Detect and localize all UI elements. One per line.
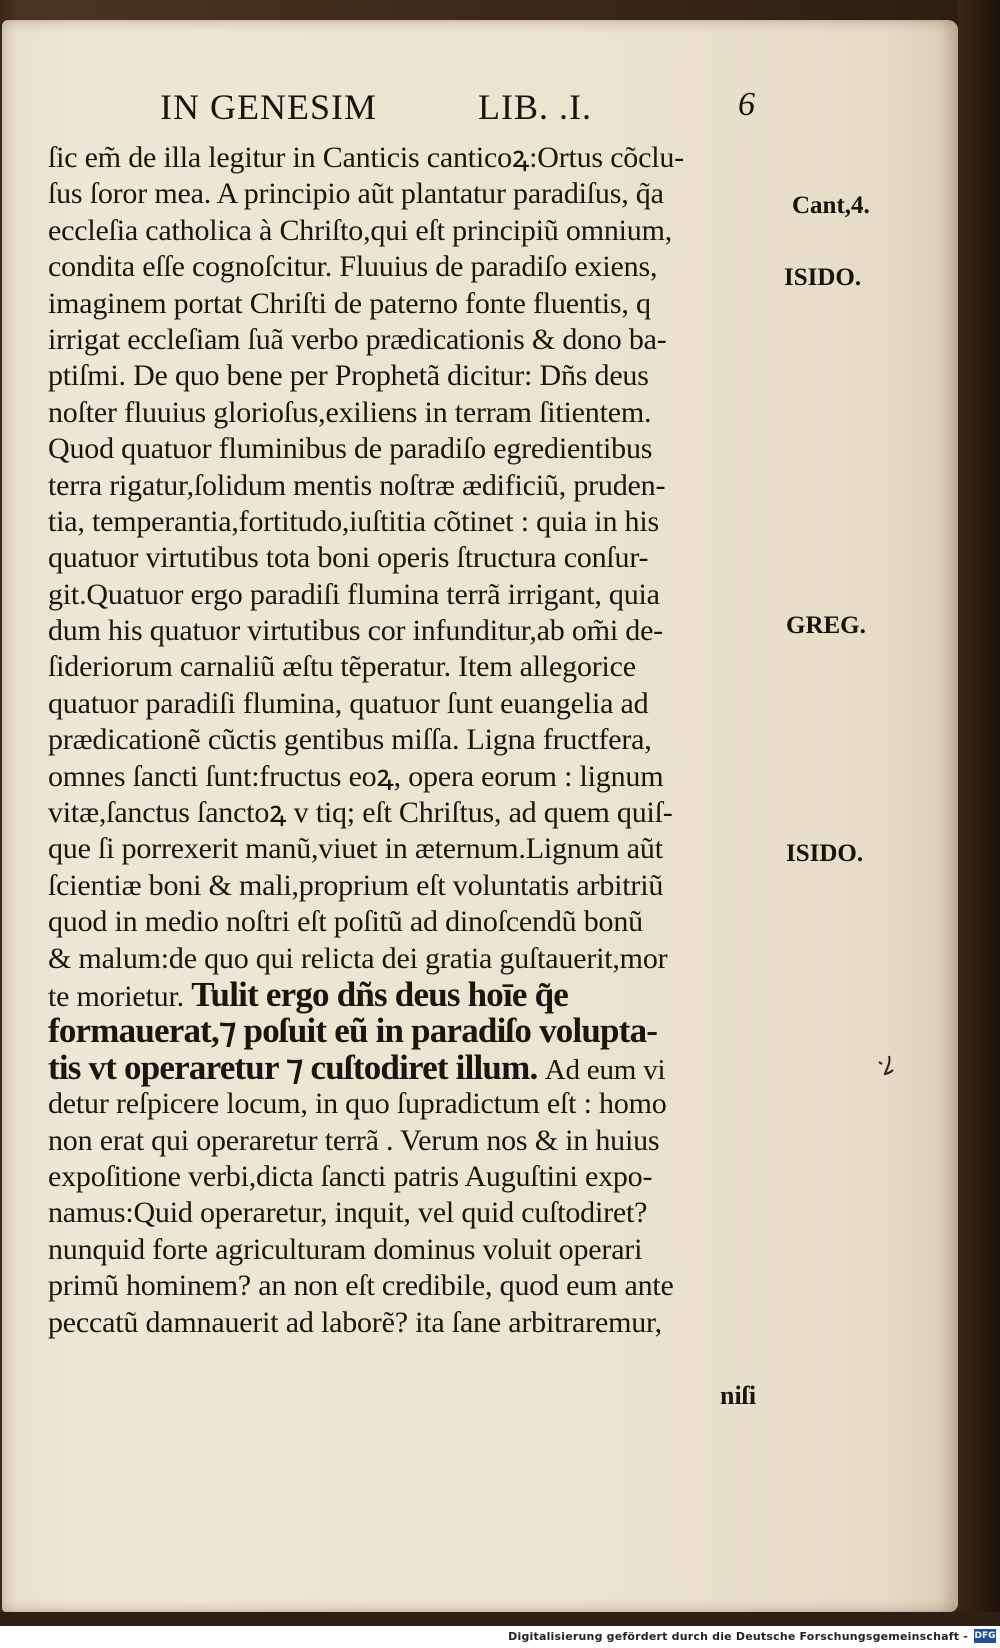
text-line: quatuor paradiſi flumina, quatuor ſunt euangelia ad bbox=[48, 686, 649, 720]
black-letter-text: Tulit ergo dñs deus hoīe q̃e bbox=[191, 974, 569, 1014]
text-line: ſic em̃ de illa legitur in Canticis canticoꝝ:Ortus cõclu- bbox=[48, 141, 684, 174]
text-line: primũ hominem? an non eſt credibile, quod eum ante bbox=[48, 1269, 674, 1303]
text-line: terra rigatur,ſolidum mentis noſtræ ædificiũ, pruden- bbox=[48, 468, 666, 502]
text-line bbox=[48, 974, 788, 1014]
text-line: quatuor virtutibus tota boni operis ſtructura conſur- bbox=[48, 541, 649, 575]
text-line: prædicationẽ cũctis gentibus miſſa. Ligna fructfera, bbox=[48, 723, 652, 757]
text-line: & malum:de quo qui relicta dei gratia guſtauerit,mor bbox=[48, 941, 668, 975]
text-line: imaginem portat Chriſti de paterno fonte fluentis, q bbox=[48, 286, 651, 320]
running-title: IN GENESIM bbox=[160, 87, 377, 127]
dfg-logo: DFG bbox=[974, 1631, 996, 1641]
page-header bbox=[160, 86, 780, 130]
text-line-tail: Ad eum vi bbox=[544, 1053, 666, 1086]
text-line: Quod quatuor fluminibus de paradiſo egredientibus bbox=[48, 432, 653, 466]
text-line: que ſi porrexerit manũ,viuet in æternum.Lignum aũt bbox=[48, 832, 663, 866]
text-line: vitæ,ſanctus ſanctoꝝ v tiq; eſt Chriſtus, ad quem quiſ- bbox=[48, 796, 673, 830]
black-letter-line: formauerat,⁊ poſuit eũ in paradiſo volupta- bbox=[48, 1011, 658, 1051]
margin-note-isido: ISIDO. bbox=[784, 264, 862, 291]
text-line: expoſitione verbi,dicta ſancti patris Auguſtini expo- bbox=[48, 1159, 653, 1193]
black-letter-text: tis vt operaretur ⁊ cuſtodiret illum. bbox=[48, 1047, 538, 1087]
book-label: LIB. .I. bbox=[478, 87, 592, 127]
page-number: 6 bbox=[738, 86, 755, 123]
text-line: ſideriorum carnaliũ æſtu tẽperatur. Item allegorice bbox=[48, 650, 636, 684]
text-line: ſcientiæ boni & mali,proprium eſt voluntatis arbitriũ bbox=[48, 868, 664, 902]
text-line: non erat qui operaretur terrã . Verum nos & in huius bbox=[48, 1123, 660, 1157]
text-line-head: te morietur. bbox=[48, 979, 184, 1013]
margin-note-cant: Cant,4. bbox=[792, 192, 870, 219]
text-line: dum his quatuor virtutibus cor infunditur,ab om̃i de- bbox=[48, 614, 663, 648]
text-line: eccleſia catholica à Chriſto,qui eſt principiũ omnium, bbox=[48, 213, 673, 247]
margin-note-greg: GREG. bbox=[786, 612, 866, 639]
text-line: peccatũ damnauerit ad laborẽ? ita ſane arbitraremur, bbox=[48, 1305, 662, 1339]
footer-credit: Digitalisierung gefördert durch die Deutsche Forschungsgemeinschaft - bbox=[508, 1630, 968, 1643]
margin-note-isido: ISIDO. bbox=[786, 840, 864, 867]
text-line: ptiſmi. De quo bene per Prophetã dicitur: Dñs deus bbox=[48, 359, 649, 393]
main-text-block bbox=[48, 140, 788, 1341]
ink-mark bbox=[875, 1052, 897, 1078]
text-line: noſter fluuius glorioſus,exiliens in terram ſitientem. bbox=[48, 395, 652, 429]
text-line: nunquid forte agriculturam dominus voluit operari bbox=[48, 1232, 643, 1266]
catchword: niſi bbox=[720, 1381, 757, 1410]
text-line bbox=[48, 1047, 788, 1087]
text-line: git.Quatuor ergo paradiſi flumina terrã irrigant, quia bbox=[48, 577, 660, 611]
text-line: detur reſpicere locum, in quo ſupradictum eſt : homo bbox=[48, 1087, 667, 1121]
book-edge bbox=[958, 0, 1000, 1612]
text-line: condita eſſe cognoſcitur. Fluuius de paradiſo exiens, bbox=[48, 250, 658, 284]
text-line: ſus ſoror mea. A principio aũt plantatur paradiſus, q̃a bbox=[48, 177, 664, 211]
text-line: tia, temperantia,fortitudo,iuſtitia cõtinet : quia in his bbox=[48, 504, 659, 538]
text-line: namus:Quid operaretur, inquit, vel quid cuſtodiret? bbox=[48, 1196, 648, 1230]
scan-bottom-edge bbox=[0, 1612, 1000, 1626]
text-line: quod in medio noſtri eſt poſitũ ad dinoſcendũ bonũ bbox=[48, 905, 643, 939]
text-line: omnes ſancti ſunt:fructus eoꝝ, opera eorum : lignum bbox=[48, 759, 664, 793]
text-line: irrigat eccleſiam ſuã verbo prædicationis & dono ba- bbox=[48, 322, 667, 356]
